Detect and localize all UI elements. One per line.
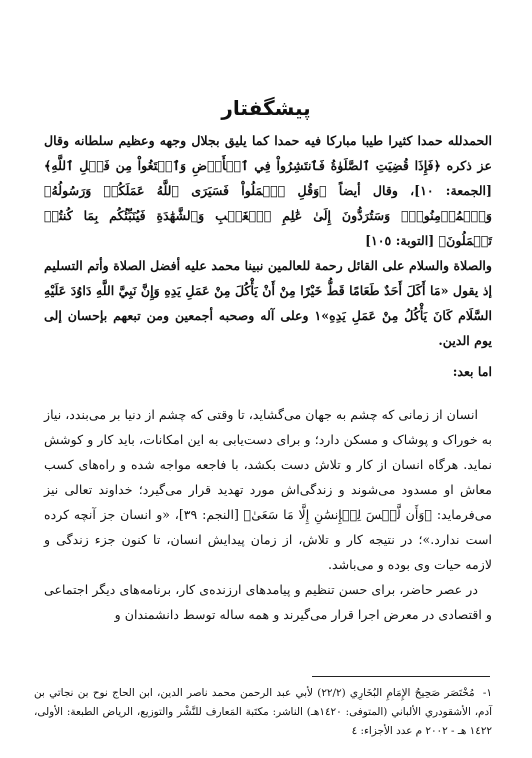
body-paragraph: انسان از زمانی که چشم به جهان می‌گشاید، تا وقتی که چشم از دنیا بر می‌بندد، نیاز به خوراک و پوشاک و مسکن دارد؛ و برای دست‌یابی به این امکانات، باید کار و کوشش نماید. هرگاه انسان از کار و تلاش دست بکشد، با فاجعه مواجه شده و راه‌های کسب معاش او مسدود می‌شوند و زندگی‌اش مورد تهدید قرار می‌گیرد؛ خداوند تعالی نیز می‌فرماید: ﴿وَأَن لَّيۡسَ لِلۡإِنسَٰنِ إِلَّا مَا سَعَىٰ﴾ [النجم: ٣٩]، «و انسان جز آنچه کرده است ندارد.»؛ در نتیجه کار و تلاش، از زمان پیدایش انسان، تا کنون جزء زندگی و لازمه حیات وی بوده و می‌باشد. xyxy=(44,407,492,572)
amma-baad-heading: اما بعد: xyxy=(452,364,492,379)
footnote-separator xyxy=(312,676,490,677)
page-title: پیشگفتار xyxy=(221,96,311,120)
body-paragraph: در عصر حاضر، برای حسن تنظیم و پیامدهای ارزنده‌ی کار، برنامه‌های دیگر اجتماعی و اقتصادی در معرض اجرا قرار می‌گیرند و همه ساله توسط دانشمندان و xyxy=(44,582,492,622)
intro-paragraph-salat: والصلاة والسلام على القائل رحمة للعالمين نبينا محمد عليه أفضل الصلاة وأتم التسليم إذ يقول «مَا أَكَلَ أَحَدٌ طَعَامًا قَطُّ خَيْرًا مِنْ أَنْ يَأْكُلَ مِنْ عَمَلِ يَدِهِ وَإِنَّ نَبِيَّ اللَّهِ دَاوُدَ عَلَيْهِ السَّلَام كَانَ يَأْكُلُ مِنْ عَمَلِ يَدِهِ»١ وعلى آله وصحبه أجمعين ومن تبعهم بإحسان إلى يوم الدين. xyxy=(44,258,493,348)
footnote-number: ١- xyxy=(482,687,492,699)
arabic-introduction xyxy=(44,128,492,384)
footnote xyxy=(34,684,492,741)
footnote-text: مُخْتَصَر صَحِيحُ الإِمَامِ البُخَارِي (٢٢/٢) لأبي عبد الرحمن محمد ناصر الدين، ابن الحاج نوح بن نجاتي بن آدم، الأشقودري الألباني (المتوفى: ١٤٢٠هـ) الناشر: مكتَبة المَعارف للنَّشْر والتوزيع، الرياض الطبعة: الأولى، ١٤٢٢ هـ - ٢٠٠٢ م عدد الأجزاء: ٤ xyxy=(34,687,493,737)
intro-paragraph-hamd: الحمدلله حمدا كثيرا طيبا مباركا فيه حمدا كما يليق بجلال وجهه وعظيم سلطانه وقال عز ذكره ﴿فَإِذَا قُضِيَتِ ٱلصَّلَوٰةُ فَٱنتَشِرُواْ فِي ٱلۡأَرۡضِ وَٱبۡتَغُواْ مِن فَضۡلِ ٱللَّهِ﴾ [الجمعة: ١٠]، وقال أيضاً ﴿وَقُلِ ٱعۡمَلُواْ فَسَيَرَى ٱللَّهُ عَمَلَكُمۡ وَرَسُولُهُۥ وَٱلۡمُؤۡمِنُونَۖ وَسَتُرَدُّونَ إِلَىٰ عَٰلِمِ ٱلۡغَيۡبِ وَٱلشَّهَٰدَةِ فَيُنَبِّئُكُم بِمَا كُنتُمۡ تَعۡمَلُونَ﴾ [التوبة: ١٠٥] xyxy=(44,133,492,248)
main-body xyxy=(44,402,492,627)
